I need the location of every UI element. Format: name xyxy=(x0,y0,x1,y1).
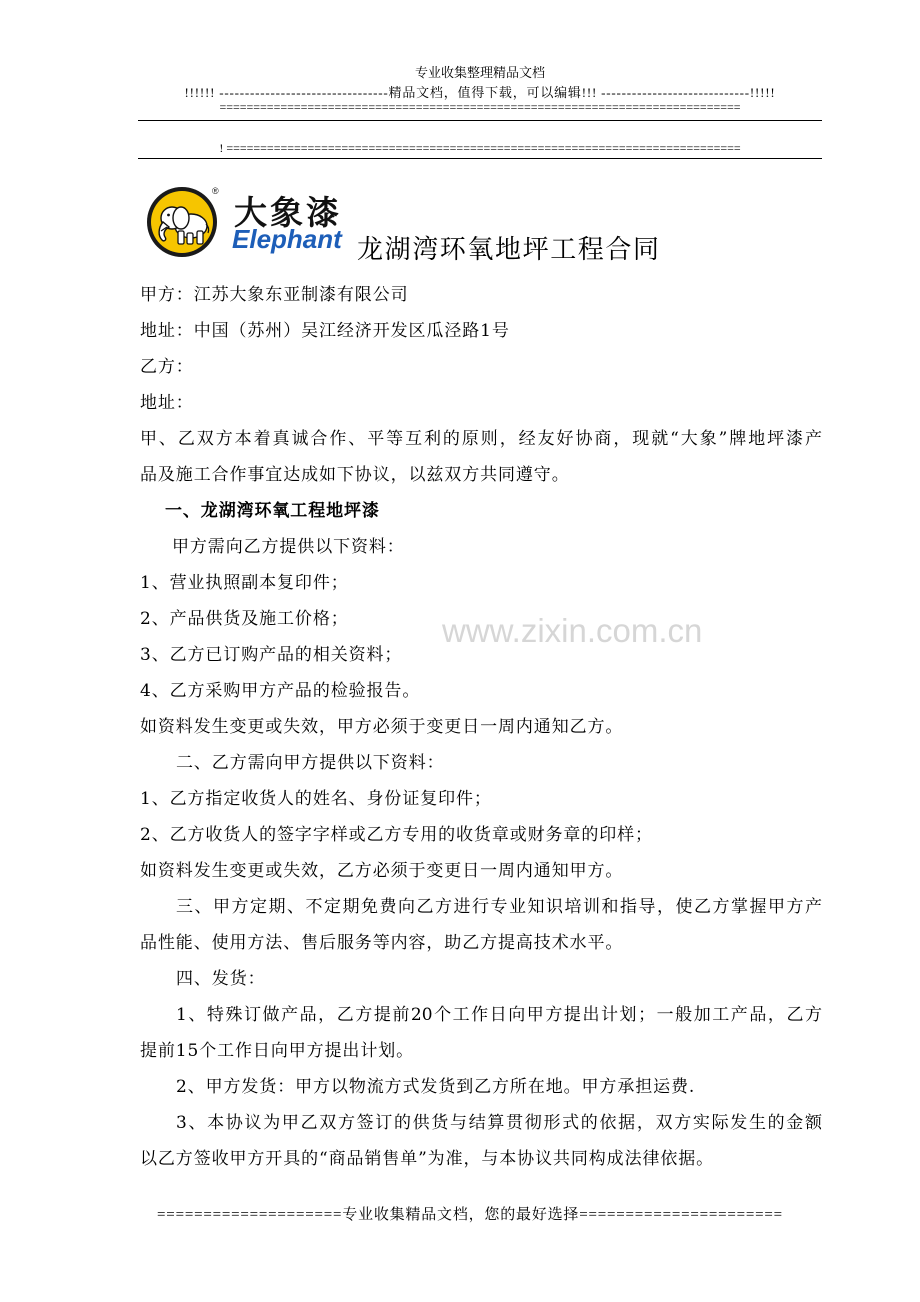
preamble-line: 品及施工合作事宜达成如下协议，以兹双方共同遵守。 xyxy=(140,465,570,485)
contract-body xyxy=(140,277,822,1177)
header-rule xyxy=(138,120,822,121)
section-2-note: 如资料发生变更或失效，乙方必须于变更日一周内通知甲方。 xyxy=(140,861,624,881)
watermark: www.zixin.com.cn xyxy=(442,612,703,649)
preamble-line: 甲、乙双方本着真诚合作、平等互利的原则，经友好协商，现就“大象”牌地坪漆产 xyxy=(140,429,822,449)
list-item: 2、乙方收货人的签字字样或乙方专用的收货章或财务章的印样； xyxy=(140,825,653,845)
section-2-heading: 二、乙方需向甲方提供以下资料： xyxy=(176,753,445,773)
brand-name-en: Elephant xyxy=(232,224,342,254)
section-4-heading: 四、发货： xyxy=(176,969,266,989)
header-top-note: 专业收集整理精品文档 xyxy=(414,65,545,80)
header-separator: ============================================================================= xyxy=(219,100,741,114)
party-b: 乙方： xyxy=(140,357,194,377)
section-4-item-3: 3、本协议为甲乙双方签订的供货与结算贯彻形式的依据，双方实际发生的金额 xyxy=(176,1113,822,1133)
section-4-item-1: 提前15个工作日向甲方提出计划。 xyxy=(140,1041,415,1061)
party-b-address: 地址： xyxy=(140,393,194,413)
section-1-heading: 一、龙湖湾环氧工程地坪漆 xyxy=(165,501,380,521)
party-a: 甲方：江苏大象东亚制漆有限公司 xyxy=(140,285,409,305)
list-item: 1、乙方指定收货人的姓名、身份证复印件； xyxy=(140,789,492,809)
brand-logo xyxy=(146,184,356,260)
list-item: 3、乙方已订购产品的相关资料； xyxy=(140,645,403,665)
section-1-intro: 甲方需向乙方提供以下资料： xyxy=(172,537,405,557)
registered-mark: ® xyxy=(212,186,219,196)
section-3-line: 三、甲方定期、不定期免费向乙方进行专业知识培训和指导，使乙方掌握甲方产 xyxy=(176,897,822,917)
section-4-item-1: 1、特殊订做产品，乙方提前20个工作日向甲方提出计划；一般加工产品，乙方 xyxy=(176,1005,822,1025)
list-item: 4、乙方采购甲方产品的检验报告。 xyxy=(140,681,421,701)
brand-name-cn: 大象漆 xyxy=(234,193,342,232)
page-footer: ====================专业收集精品文档，您的最好选择====================== xyxy=(157,1207,783,1223)
section-4-item-3: 以乙方签收甲方开具的“商品销售单”为准，与本协议共同构成法律依据。 xyxy=(140,1149,715,1169)
section-4-item-2: 2、甲方发货：甲方以物流方式发货到乙方所在地。甲方承担运费. xyxy=(176,1077,696,1097)
header-rule xyxy=(138,158,822,159)
elephant-icon xyxy=(147,187,217,257)
section-3-line: 品性能、使用方法、售后服务等内容，助乙方提高技术水平。 xyxy=(140,933,624,953)
list-item: 1、营业执照副本复印件； xyxy=(140,573,349,593)
party-a-address: 地址：中国（苏州）吴江经济开发区瓜泾路1号 xyxy=(140,321,510,341)
contract-title: 龙湖湾环氧地坪工程合同 xyxy=(357,235,661,265)
header-separator: ! ============================================================================ xyxy=(219,141,741,155)
section-1-note: 如资料发生变更或失效，甲方必须于变更日一周内通知乙方。 xyxy=(140,717,624,737)
header-banner: !!!!!! ---------------------------------精品文档，值得下载，可以编辑!!! -----------------------------!!!!! xyxy=(184,85,776,100)
list-item: 2、产品供货及施工价格； xyxy=(140,609,349,629)
